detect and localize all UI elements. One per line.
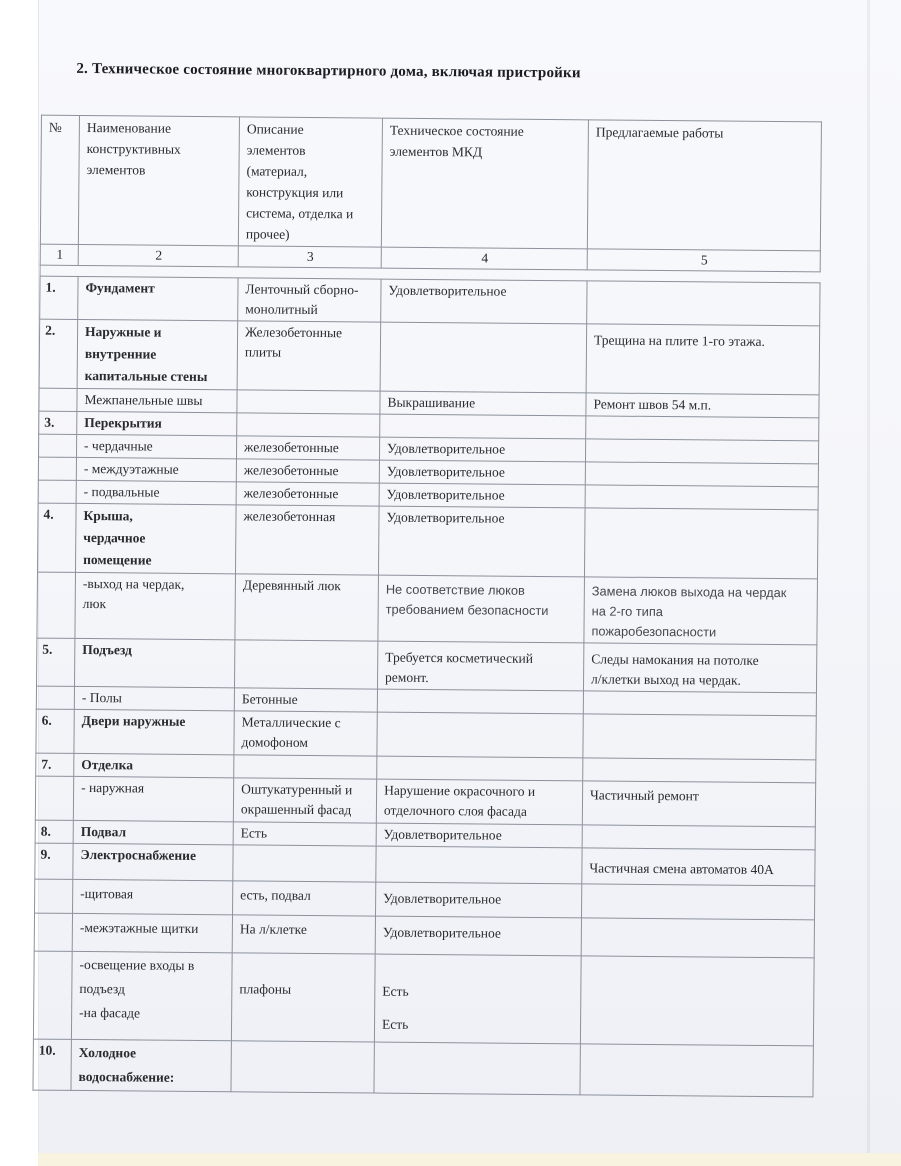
- cell-no: [33, 951, 72, 1039]
- cell-no: [38, 434, 76, 457]
- cell-condition: Удовлетворительное: [375, 916, 581, 956]
- cell-name: Крыша, чердачное помещение: [75, 503, 236, 573]
- cell-name: - подвальные: [76, 480, 236, 504]
- cell-description: железобетонные: [236, 436, 379, 460]
- cell-name: Межпанельные швы: [77, 388, 237, 412]
- cell-no: [34, 913, 72, 951]
- table-row: [35, 776, 815, 827]
- cell-works: [583, 691, 816, 716]
- cell-condition: Нарушение окрасочного и отделочного слоя фасада: [376, 779, 582, 825]
- cell-description: железобетонная: [235, 505, 379, 575]
- cell-condition: Не соответствие люков требованием безопасности: [378, 575, 585, 643]
- cell-condition: [380, 322, 587, 393]
- cell-description: железобетонные: [236, 482, 379, 506]
- cell-condition: Выкрашивание: [380, 391, 586, 416]
- table-row: [37, 503, 818, 579]
- cell-condition: Удовлетворительное: [376, 823, 582, 848]
- cell-condition: Удовлетворительное: [381, 279, 587, 324]
- cell-description: Есть: [233, 822, 376, 846]
- cell-no: [35, 879, 73, 913]
- cell-name: Электроснабжение: [73, 843, 233, 880]
- cell-description: [237, 390, 380, 414]
- cell-works: [584, 508, 818, 579]
- cell-works: [583, 714, 816, 760]
- cell-condition: [377, 712, 583, 758]
- cell-description: Оштукатуренный и окрашенный фасад: [233, 778, 376, 823]
- col-number: 2: [78, 244, 238, 266]
- cell-works: [580, 1044, 813, 1097]
- cell-works: [585, 462, 818, 487]
- page-title: 2. Техническое состояние многоквартирного дома, включая пристройки: [76, 60, 581, 82]
- cell-condition: Удовлетворительное: [378, 506, 585, 577]
- cell-description: железобетонные: [236, 459, 379, 483]
- cell-description: Бетонные: [234, 688, 377, 712]
- cell-works: [580, 956, 814, 1046]
- cell-name: - чердачные: [76, 434, 236, 458]
- cell-condition: Удовлетворительное: [376, 882, 582, 918]
- table-row: [33, 1039, 813, 1097]
- cell-condition: Удовлетворительное: [379, 437, 585, 462]
- cell-no: 9.: [35, 843, 73, 879]
- cell-no: 1.: [40, 276, 78, 319]
- cell-description: Железобетонные плиты: [237, 321, 381, 391]
- cell-works: Трещина на плите 1-го этажа.: [586, 324, 820, 395]
- cell-name: Подвал: [73, 820, 233, 844]
- header-name: Наименование конструктивных элементов: [78, 115, 239, 245]
- cell-description: Металлические с домофоном: [234, 711, 377, 756]
- cell-name: - междуэтажные: [76, 457, 236, 481]
- cell-description: плафоны: [231, 953, 375, 1042]
- cell-works: Частичная смена автоматов 40А: [582, 848, 815, 886]
- cell-name: Подъезд: [74, 638, 234, 687]
- cell-name: Холодное водоснабжение:: [71, 1039, 231, 1091]
- cell-name: Отделка: [74, 753, 234, 777]
- cell-works: [583, 758, 816, 783]
- cell-condition: Требуется косметический ремонт.: [377, 641, 583, 691]
- scan-bottom-edge: [38, 1153, 901, 1166]
- header-description: Описание элементов (материал, конструкция или система, отделка и прочее): [238, 117, 382, 247]
- main-table-header: [40, 115, 822, 273]
- cell-condition: Есть Есть: [374, 954, 581, 1044]
- col-number: 5: [587, 249, 820, 272]
- cell-condition: Удовлетворительное: [379, 460, 585, 485]
- cell-description: [237, 413, 380, 437]
- cell-description: [234, 755, 377, 779]
- cell-no: 10.: [33, 1039, 71, 1090]
- cell-works: [587, 281, 820, 326]
- cell-condition: Удовлетворительное: [379, 483, 585, 508]
- cell-no: [38, 457, 76, 480]
- cell-no: 4.: [37, 503, 76, 572]
- col-number: 4: [381, 247, 587, 270]
- header-no: №: [40, 115, 79, 244]
- cell-no: [35, 776, 73, 820]
- cell-works: [581, 918, 814, 958]
- cell-no: 7.: [36, 753, 74, 776]
- cell-no: [36, 686, 74, 709]
- cell-no: [39, 388, 77, 411]
- cell-name: Двери наружные: [74, 709, 234, 754]
- cell-name: Наружные и внутренние капитальные стены: [77, 319, 238, 389]
- cell-name: - Полы: [74, 686, 234, 710]
- cell-works: Следы намокания на потолке л/клетки выход на чердак.: [583, 643, 816, 693]
- cell-name: Фундамент: [78, 276, 238, 320]
- table-row: [39, 319, 820, 395]
- cell-description: Ленточный сборно- монолитный: [238, 278, 381, 322]
- cell-no: 5.: [36, 638, 74, 686]
- col-number: 3: [238, 246, 381, 268]
- table-row: [36, 638, 816, 693]
- cell-works: [582, 825, 815, 850]
- cell-works: Замена люков выхода на чердак на 2-го типа пожаробезопасности: [584, 577, 818, 645]
- cell-no: [38, 480, 76, 503]
- cell-condition: [376, 846, 582, 884]
- cell-description: [231, 1041, 374, 1093]
- cell-name: - наружная: [73, 776, 233, 821]
- cell-description: есть, подвал: [233, 881, 376, 916]
- cell-description: [234, 640, 377, 689]
- cell-works: [585, 485, 818, 510]
- scan-crease: [867, 0, 870, 1153]
- cell-works: Частичный ремонт: [582, 781, 815, 827]
- cell-description: Деревянный люк: [235, 574, 379, 641]
- header-row: [40, 115, 821, 251]
- cell-no: 6.: [36, 709, 74, 753]
- cell-description: [233, 845, 376, 882]
- cell-condition: [380, 414, 586, 439]
- cell-no: 2.: [39, 319, 78, 388]
- cell-name: -межэтажные щитки: [72, 913, 232, 952]
- cell-condition: [377, 756, 583, 781]
- table-row: [33, 951, 814, 1046]
- cell-name: Перекрытия: [77, 411, 237, 435]
- cell-condition: [377, 689, 583, 714]
- cell-condition: [374, 1042, 580, 1095]
- cell-works: [581, 884, 814, 920]
- header-condition: Техническое состояние элементов МКД: [381, 118, 588, 249]
- cell-name: -выход на чердак, люк: [75, 572, 236, 639]
- cell-no: 3.: [39, 411, 77, 434]
- header-works: Предлагаемые работы: [587, 120, 821, 251]
- cell-name: -освещение входы в подъезд -на фасаде: [71, 951, 232, 1040]
- table-row: [36, 709, 816, 760]
- table-row: [37, 572, 818, 645]
- cell-no: [37, 572, 76, 638]
- main-table-body: [32, 276, 820, 1098]
- cell-works: [586, 416, 819, 441]
- table-row: [40, 276, 820, 326]
- cell-no: 8.: [35, 820, 73, 843]
- cell-name: -щитовая: [73, 879, 233, 914]
- cell-works: Ремонт швов 54 м.п.: [586, 393, 819, 418]
- cell-works: [585, 439, 818, 464]
- col-number: 1: [40, 244, 78, 265]
- cell-description: На л/клетке: [232, 915, 375, 954]
